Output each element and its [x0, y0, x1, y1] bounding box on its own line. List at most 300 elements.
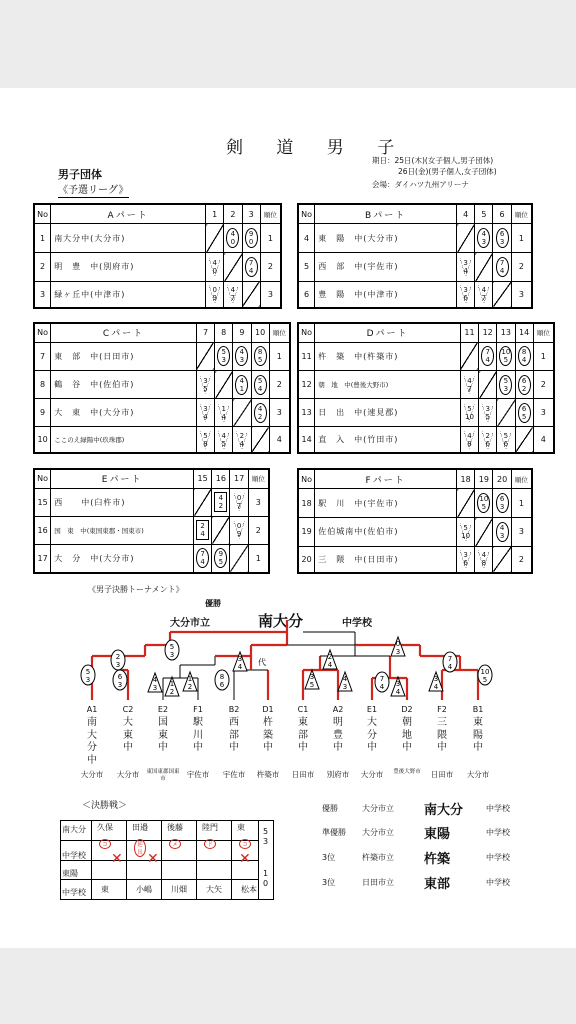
team-city: 宇佐市: [186, 770, 210, 779]
table-row: [299, 489, 532, 518]
match-result: [515, 371, 533, 399]
score-r1-a2: [305, 670, 319, 689]
match-result: [242, 224, 260, 253]
win-mark: 6 2: [518, 375, 531, 395]
score-qf-left: [111, 650, 125, 670]
result-suffix: 中学校: [486, 878, 510, 887]
self-cell: [230, 544, 248, 572]
svg-text:5: 5: [169, 643, 175, 651]
table-row: [35, 399, 290, 427]
result-suffix: 中学校: [486, 828, 510, 837]
team-rank: 3: [248, 488, 268, 516]
match-result: [497, 371, 515, 399]
match-result: [493, 224, 511, 253]
win-mark: 10 5: [499, 346, 512, 366]
part-header: Aパート: [51, 205, 206, 224]
team-number-header: 1: [206, 205, 224, 224]
score-r1-b1: [478, 665, 492, 685]
win-mark: 7 4: [245, 257, 258, 277]
team-name: 朝 地 中(豊後大野市): [315, 371, 461, 399]
player-a: 陸門: [202, 823, 218, 832]
team-code: B2: [228, 705, 240, 714]
win-mark: 8 4: [518, 346, 531, 366]
team-number-header: 15: [194, 470, 212, 489]
rank-header: 順位: [511, 205, 531, 224]
loss-mark: 4 8: [464, 431, 475, 449]
team-no: 20: [299, 546, 315, 572]
result-prefix: 日田市立: [362, 878, 394, 887]
team-name: 佐伯城南中(佐伯市): [315, 518, 457, 547]
svg-text:3: 3: [169, 651, 175, 659]
final-heading: ＜決勝戦＞: [82, 801, 128, 811]
draw-mark: 4 2: [214, 492, 227, 512]
win-mark: 5 3: [499, 375, 512, 395]
final-team-b: 東陽: [62, 869, 78, 878]
loss-mark: 4 7: [464, 376, 475, 394]
loss-mark: 0 9: [209, 285, 220, 303]
team-rank: 2: [511, 253, 531, 282]
col-no-header: No: [299, 324, 315, 343]
svg-text:4: 4: [152, 676, 158, 684]
result-place: 3位: [322, 853, 336, 862]
self-cell: [457, 489, 475, 518]
self-cell: [212, 516, 230, 544]
team-city: 大分市: [116, 770, 140, 779]
self-cell: [475, 518, 493, 547]
score-sf-left: [215, 670, 229, 690]
team-rank: 4: [533, 427, 553, 453]
team-number-header: 13: [497, 324, 515, 343]
team-rank: 1: [511, 224, 531, 253]
score-r1-e1: [375, 672, 389, 692]
svg-text:3: 3: [433, 675, 439, 683]
win-mark: 7 4: [196, 548, 209, 568]
match-result: [215, 427, 233, 453]
svg-text:4: 4: [395, 688, 401, 696]
final-score2-top: 1: [263, 869, 269, 878]
team-name-vertical: 杵 築 中: [263, 717, 273, 753]
team-no: 5: [299, 253, 315, 282]
loss-mark: 2 4: [236, 431, 247, 449]
table-row: [35, 427, 290, 453]
final-team-b-suffix: 中学校: [62, 888, 86, 897]
team-code: A1: [86, 705, 98, 714]
svg-text:4: 4: [327, 661, 333, 669]
match-result: [233, 371, 251, 399]
loss-mark: 5 10: [461, 523, 471, 540]
team-name-vertical: 東 部 中: [298, 717, 308, 753]
team-city: 豊後大野市: [393, 769, 421, 775]
win-mark: 10 5: [477, 493, 490, 513]
team-code: D1: [262, 705, 274, 714]
score-r1-a2b: [338, 672, 352, 691]
team-no: 15: [35, 488, 51, 516]
grid-line: [61, 840, 258, 841]
match-result: [460, 371, 478, 399]
match-result: [475, 546, 493, 572]
col-no-header: No: [299, 470, 315, 489]
team-number-header: 2: [224, 205, 242, 224]
match-result: [515, 399, 533, 427]
loss-mark: 2 6: [482, 431, 493, 449]
col-no-header: No: [35, 205, 51, 224]
waza-mark: コ: [99, 839, 111, 849]
team-name-vertical: 大 東 中: [123, 717, 133, 753]
result-place: 3位: [322, 878, 336, 887]
result-prefix: 大分市立: [362, 804, 394, 813]
match-result: [196, 371, 214, 399]
match-result: [251, 399, 269, 427]
self-cell: [493, 281, 511, 307]
win-mark: 4 3: [477, 228, 490, 248]
score-final-left: [165, 640, 179, 660]
grid-line: [258, 821, 259, 899]
win-mark: 6 3: [496, 493, 509, 513]
rank-header: 順位: [260, 205, 280, 224]
match-result: [493, 253, 511, 282]
svg-text:6: 6: [219, 681, 225, 689]
result-place: 準優勝: [322, 828, 346, 837]
team-number-header: 7: [196, 324, 214, 343]
svg-text:4: 4: [433, 683, 439, 691]
svg-text:7: 7: [447, 655, 453, 663]
win-mark: 7 4: [481, 346, 494, 366]
result-name: 杵築: [424, 852, 451, 867]
team-name: 西 中(臼杵市): [51, 488, 194, 516]
svg-text:2: 2: [169, 688, 175, 696]
team-name: 南大分中(大分市): [51, 224, 206, 253]
winner-name: 南大分: [258, 612, 304, 630]
team-rank: 3: [269, 399, 289, 427]
score-r1-c1: [323, 650, 337, 669]
loss-mark: 3 4: [200, 404, 211, 422]
match-result: [242, 253, 260, 282]
loss-mark: 0 9: [234, 521, 245, 539]
match-result: [479, 427, 497, 453]
cross-mark: ✕: [147, 851, 159, 867]
winner-suffix: 中学校: [342, 618, 372, 629]
table-row: [35, 544, 269, 572]
match-result: [230, 488, 248, 516]
team-name: 東 陽 中(大分市): [315, 224, 457, 253]
match-result: [479, 342, 497, 370]
self-cell: [206, 224, 224, 253]
match-result: [497, 427, 515, 453]
team-name: 大 東 中(大分市): [51, 399, 197, 427]
team-rank: 1: [260, 224, 280, 253]
svg-text:2: 2: [115, 653, 121, 661]
team-city: 別府市: [326, 770, 350, 779]
team-no: 19: [299, 518, 315, 547]
team-name-vertical: 南 大 分 中: [87, 717, 97, 766]
table-row: [299, 371, 554, 399]
table-row: [35, 224, 281, 253]
col-no-header: No: [35, 470, 51, 489]
col-no-header: No: [299, 205, 315, 224]
team-code: C2: [122, 705, 134, 714]
result-suffix: 中学校: [486, 804, 510, 813]
team-name-vertical: 西 部 中: [229, 717, 239, 753]
team-name: 杵 築 中(杵築市): [315, 342, 461, 370]
svg-text:5: 5: [309, 681, 315, 689]
match-result: [224, 224, 242, 253]
score-r1-b2: [183, 672, 197, 691]
svg-text:10: 10: [480, 668, 490, 676]
team-rank: 2: [269, 371, 289, 399]
loss-mark: 3 4: [460, 258, 471, 276]
svg-text:3: 3: [152, 684, 158, 692]
team-number-header: 3: [242, 205, 260, 224]
table-row: [35, 488, 269, 516]
representative-mark: 代: [258, 658, 266, 667]
rank-header: 順位: [533, 324, 553, 343]
team-code: D2: [401, 705, 413, 714]
team-number-header: 4: [457, 205, 475, 224]
final-score-top: 5: [263, 827, 269, 836]
section-heading: 男子団体: [58, 168, 102, 181]
result-place: 優勝: [322, 804, 338, 813]
team-no: 10: [35, 427, 51, 453]
match-result: [457, 518, 475, 547]
rank-header: 順位: [248, 470, 268, 489]
team-rank: 4: [269, 427, 289, 453]
team-name-vertical: 東 陽 中: [473, 717, 483, 753]
win-mark: 6 5: [518, 403, 531, 423]
team-rank: 2: [260, 253, 280, 282]
tournament-bracket: [0, 590, 576, 710]
team-no: 1: [35, 224, 51, 253]
match-result: [457, 546, 475, 572]
part-header: Dパート: [315, 324, 461, 343]
team-city: 日田市: [430, 770, 454, 779]
grid-line: [61, 879, 258, 880]
team-number-header: 6: [493, 205, 511, 224]
team-name: 緑ヶ丘中(中津市): [51, 281, 206, 307]
team-rank: 1: [248, 544, 268, 572]
table-row: [299, 253, 532, 282]
team-city: 宇佐市: [222, 770, 246, 779]
match-result: [233, 342, 251, 370]
loss-mark: 1 4: [218, 404, 229, 422]
player-a: 後藤: [167, 823, 183, 832]
match-result: [212, 544, 230, 572]
team-city: 日田市: [291, 770, 315, 779]
loss-mark: 4 7: [227, 285, 238, 303]
player-a: 久保: [97, 823, 113, 832]
result-name: 南大分: [424, 803, 464, 818]
svg-text:6: 6: [117, 673, 123, 681]
table-row: [35, 342, 290, 370]
team-city: 東国東郡国東市: [146, 769, 180, 782]
score-r1-e2: [148, 673, 162, 692]
svg-text:4: 4: [447, 663, 453, 671]
league-table-5: [33, 468, 270, 574]
team-name: ここのえ緑陽中(玖珠郡): [51, 427, 197, 453]
score-r1-a1: [81, 665, 95, 685]
team-no: 11: [299, 342, 315, 370]
team-no: 2: [35, 253, 51, 282]
table-row: [35, 253, 281, 282]
win-mark: 4 2: [254, 403, 267, 423]
draw-mark: 2 4: [196, 520, 209, 540]
match-result: [215, 342, 233, 370]
team-rank: 3: [533, 399, 553, 427]
win-mark: 5 4: [254, 375, 267, 395]
self-cell: [479, 371, 497, 399]
match-result: [194, 544, 212, 572]
loss-mark: 0 7: [234, 493, 245, 511]
league-table-4: [297, 322, 555, 454]
self-cell: [224, 253, 242, 282]
loss-mark: 4 8: [478, 550, 489, 568]
svg-text:1: 1: [187, 675, 193, 683]
team-rank: 2: [248, 516, 268, 544]
team-rank: 2: [511, 546, 531, 572]
match-result: [251, 342, 269, 370]
team-name: 豊 陽 中(中津市): [315, 281, 457, 307]
result-suffix: 中学校: [486, 853, 510, 862]
final-score2-bottom: 0: [263, 879, 269, 888]
team-number-header: 14: [515, 324, 533, 343]
win-mark: 6 3: [496, 228, 509, 248]
team-no: 16: [35, 516, 51, 544]
waza-mark: 延長: [134, 839, 146, 857]
league-heading: 《予選リーグ》: [58, 181, 129, 198]
rank-header: 順位: [269, 324, 289, 343]
win-mark: 9 0: [245, 228, 258, 248]
win-mark: 8 5: [254, 346, 267, 366]
svg-text:4: 4: [342, 675, 348, 683]
team-name: 三 隈 中(日田市): [315, 546, 457, 572]
team-no: 9: [35, 399, 51, 427]
page-title: 剣 道 男 子: [226, 138, 409, 158]
team-number-header: 16: [212, 470, 230, 489]
team-no: 17: [35, 544, 51, 572]
self-cell: [460, 342, 478, 370]
league-table-6: [297, 468, 533, 574]
match-result: [230, 516, 248, 544]
loss-mark: 4 5: [218, 431, 229, 449]
dates-line-2: 26日(金)(男子個人,女子団体): [398, 167, 497, 176]
team-name: 鶴 谷 中(佐伯市): [51, 371, 197, 399]
svg-text:7: 7: [379, 675, 385, 683]
match-result: [194, 516, 212, 544]
match-result: [215, 399, 233, 427]
match-result: [206, 281, 224, 307]
team-no: 12: [299, 371, 315, 399]
team-city: 大分市: [466, 770, 490, 779]
result-name: 東陽: [424, 827, 451, 842]
svg-text:5: 5: [482, 676, 488, 684]
loss-mark: 3 6: [460, 285, 471, 303]
win-mark: 5 3: [217, 346, 230, 366]
loss-mark: 5 8: [200, 431, 211, 449]
loss-mark: 4 7: [478, 285, 489, 303]
player-a: 東: [237, 823, 245, 832]
table-row: [35, 281, 281, 307]
loss-mark: 5 6: [500, 431, 511, 449]
match-result: [196, 427, 214, 453]
match-result: [251, 371, 269, 399]
venue-line: 会場：ダイハツ九州アリーナ: [372, 180, 469, 189]
team-number-header: 19: [475, 470, 493, 489]
svg-text:8: 8: [219, 673, 225, 681]
team-no: 8: [35, 371, 51, 399]
team-code: F1: [193, 705, 203, 714]
team-number-header: 12: [479, 324, 497, 343]
table-row: [299, 399, 554, 427]
self-cell: [475, 253, 493, 282]
waza-mark: メ: [169, 839, 181, 849]
team-name-vertical: 大 分 中: [367, 717, 377, 753]
score-sf-right: [233, 652, 247, 671]
team-rank: 3: [511, 518, 531, 547]
waza-mark: コ: [239, 839, 251, 849]
result-name: 東部: [424, 877, 451, 892]
match-result: [493, 489, 511, 518]
self-cell: [196, 342, 214, 370]
rank-header: 順位: [511, 470, 531, 489]
match-result: [479, 399, 497, 427]
team-rank: 1: [269, 342, 289, 370]
team-rank: 3: [260, 281, 280, 307]
match-result: [460, 399, 478, 427]
team-no: 14: [299, 427, 315, 453]
team-code: F2: [437, 705, 447, 714]
svg-text:3: 3: [117, 681, 123, 689]
winner-label: 優勝: [205, 599, 221, 608]
team-name-vertical: 三 隈 中: [437, 717, 447, 753]
player-b: 川畑: [171, 885, 187, 894]
win-mark: 4 3: [496, 522, 509, 542]
match-result: [460, 427, 478, 453]
team-number-header: 8: [215, 324, 233, 343]
final-match-table: [60, 820, 274, 900]
final-team-a: 南大分: [62, 825, 86, 834]
loss-mark: 4 0: [209, 258, 220, 276]
team-rank: 2: [533, 371, 553, 399]
score-qf-right: [443, 652, 457, 672]
team-name: 明 豊 中(別府市): [51, 253, 206, 282]
self-cell: [251, 427, 269, 453]
match-result: [493, 518, 511, 547]
team-name: 日 出 中(速見郡): [315, 399, 461, 427]
team-name: 直 入 中(竹田市): [315, 427, 461, 453]
final-team-a-suffix: 中学校: [62, 851, 86, 860]
svg-text:1: 1: [169, 680, 175, 688]
table-row: [35, 516, 269, 544]
match-result: [515, 342, 533, 370]
score-sf-right2: [391, 637, 405, 656]
svg-text:3: 3: [309, 673, 315, 681]
team-name-vertical: 明 豊 中: [333, 717, 343, 753]
tournament-heading: 《男子決勝トーナメント》: [88, 585, 184, 594]
col-no-header: No: [35, 324, 51, 343]
team-city: 杵築市: [256, 770, 280, 779]
team-rank: 1: [533, 342, 553, 370]
team-city: 大分市: [360, 770, 384, 779]
win-mark: 4 1: [235, 375, 248, 395]
win-mark: 9 5: [214, 548, 227, 568]
part-header: Fパート: [315, 470, 457, 489]
table-row: [299, 281, 532, 307]
table-row: [299, 518, 532, 547]
team-code: E2: [157, 705, 169, 714]
team-no: 6: [299, 281, 315, 307]
table-row: [299, 546, 532, 572]
team-rank: 1: [511, 489, 531, 518]
table-row: [299, 224, 532, 253]
